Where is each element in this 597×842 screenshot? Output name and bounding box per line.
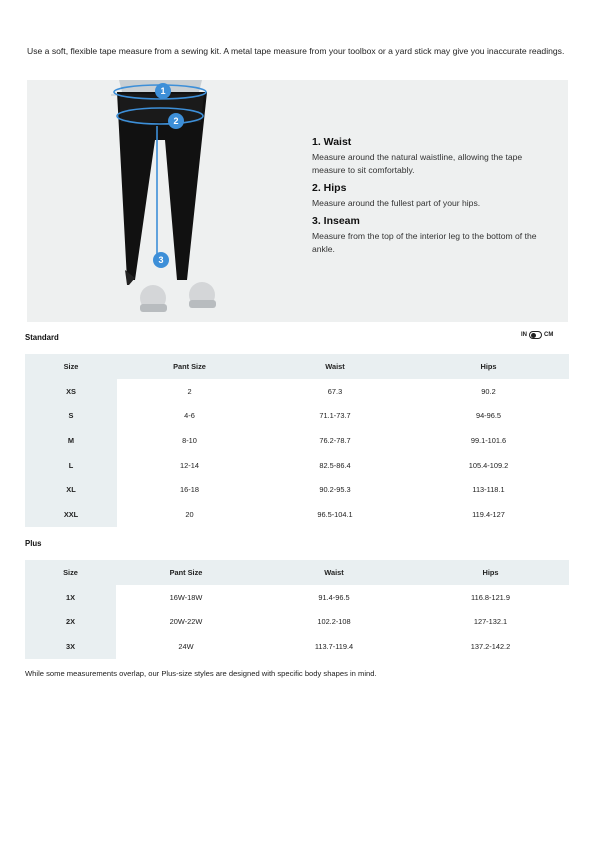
measurement-steps bbox=[312, 136, 557, 261]
step-inseam-text: Measure from the top of the interior leg to the bottom of the ankle. bbox=[312, 231, 537, 254]
size-cell: 3X bbox=[25, 634, 116, 659]
table-row bbox=[25, 428, 569, 453]
step-inseam-title: 3. Inseam bbox=[312, 215, 360, 227]
hips-cell: 119.4-127 bbox=[472, 509, 505, 519]
hips-cell: 94-96.5 bbox=[475, 411, 502, 421]
waist-cell: 96.5-104.1 bbox=[317, 509, 353, 519]
table-row bbox=[25, 585, 569, 610]
standard-size-table bbox=[25, 354, 569, 527]
size-cell: L bbox=[25, 453, 117, 478]
waist-cell: 71.1-73.7 bbox=[319, 411, 351, 421]
table-row bbox=[25, 610, 569, 635]
step-waist-text: Measure around the natural waistline, allowing the tape measure to sit comfortably. bbox=[312, 152, 523, 175]
waist-cell: 76.2-78.7 bbox=[319, 435, 351, 445]
pant-size-cell: 20W-22W bbox=[169, 617, 203, 627]
toggle-switch-icon[interactable] bbox=[529, 331, 542, 339]
hips-cell: 137.2-142.2 bbox=[470, 641, 511, 651]
table-header-row bbox=[25, 560, 569, 585]
table-header-row bbox=[25, 354, 569, 379]
pant-size-cell: 4-6 bbox=[184, 411, 195, 421]
header-size: Size bbox=[25, 354, 117, 379]
header-hips: Hips bbox=[412, 560, 569, 585]
header-hips: Hips bbox=[408, 354, 569, 379]
pant-size-cell: 16-18 bbox=[180, 485, 199, 495]
size-cell: M bbox=[25, 428, 117, 453]
waist-cell: 113.7-119.4 bbox=[314, 641, 354, 651]
pant-size-cell: 2 bbox=[187, 386, 192, 396]
size-cell: XL bbox=[25, 477, 117, 502]
table-row bbox=[25, 502, 569, 527]
size-cell: XXL bbox=[25, 502, 117, 527]
header-size: Size bbox=[25, 560, 116, 585]
waist-cell: 102.2-108 bbox=[317, 617, 351, 627]
waist-cell: 91.4-96.5 bbox=[318, 592, 350, 602]
unit-in-label: IN bbox=[521, 332, 527, 338]
table-row bbox=[25, 379, 569, 404]
hips-cell: 113-118.1 bbox=[472, 485, 505, 495]
hips-marker bbox=[168, 113, 184, 129]
hips-cell: 90.2 bbox=[481, 386, 496, 396]
header-pant-size: Pant Size bbox=[117, 354, 262, 379]
intro-text: Use a soft, flexible tape measure from a sewing kit. A metal tape measure from your toolbox or a yard stick may give you inaccurate readings. bbox=[27, 46, 565, 56]
size-cell: XS bbox=[25, 379, 117, 404]
waist-cell: 67.3 bbox=[327, 386, 343, 396]
header-waist: Waist bbox=[256, 560, 412, 585]
plus-size-table bbox=[25, 560, 569, 659]
unit-cm-label: CM bbox=[544, 332, 554, 338]
hips-cell: 116.8-121.9 bbox=[471, 592, 510, 602]
waist-marker-number: 1 bbox=[160, 86, 166, 96]
pant-size-cell: 24W bbox=[178, 641, 194, 651]
waist-cell: 90.2-95.3 bbox=[319, 485, 351, 495]
footnote: While some measurements overlap, our Plus-size styles are designed with specific body shapes in mind. bbox=[25, 669, 377, 678]
plus-label: Plus bbox=[25, 539, 42, 548]
inseam-marker-number: 3 bbox=[158, 255, 164, 265]
step-waist-title: 1. Waist bbox=[312, 136, 352, 148]
standard-label: Standard bbox=[25, 333, 59, 342]
size-cell: S bbox=[25, 404, 117, 429]
size-cell: 2X bbox=[25, 610, 116, 635]
table-row bbox=[25, 453, 569, 478]
step-hips-title: 2. Hips bbox=[312, 182, 347, 194]
header-pant-size: Pant Size bbox=[116, 560, 256, 585]
table-row bbox=[25, 634, 569, 659]
unit-toggle[interactable] bbox=[521, 331, 553, 339]
waist-marker bbox=[155, 83, 171, 99]
size-cell: 1X bbox=[25, 585, 116, 610]
pant-size-cell: 12-14 bbox=[180, 460, 199, 470]
hips-cell: 127-132.1 bbox=[473, 617, 508, 627]
inseam-marker bbox=[153, 252, 169, 268]
pant-size-cell: 8-10 bbox=[182, 435, 197, 445]
measurement-figure bbox=[27, 80, 568, 322]
step-hips-text: Measure around the fullest part of your hips. bbox=[312, 198, 481, 208]
hips-marker-number: 2 bbox=[173, 116, 179, 126]
hips-cell: 99.1-101.6 bbox=[470, 435, 507, 445]
waist-cell: 82.5-86.4 bbox=[319, 460, 351, 470]
pant-size-cell: 20 bbox=[185, 509, 194, 519]
pant-size-cell: 16W-18W bbox=[169, 592, 203, 602]
table-row bbox=[25, 477, 569, 502]
header-waist: Waist bbox=[262, 354, 408, 379]
table-row bbox=[25, 404, 569, 429]
hips-cell: 105.4-109.2 bbox=[468, 460, 509, 470]
